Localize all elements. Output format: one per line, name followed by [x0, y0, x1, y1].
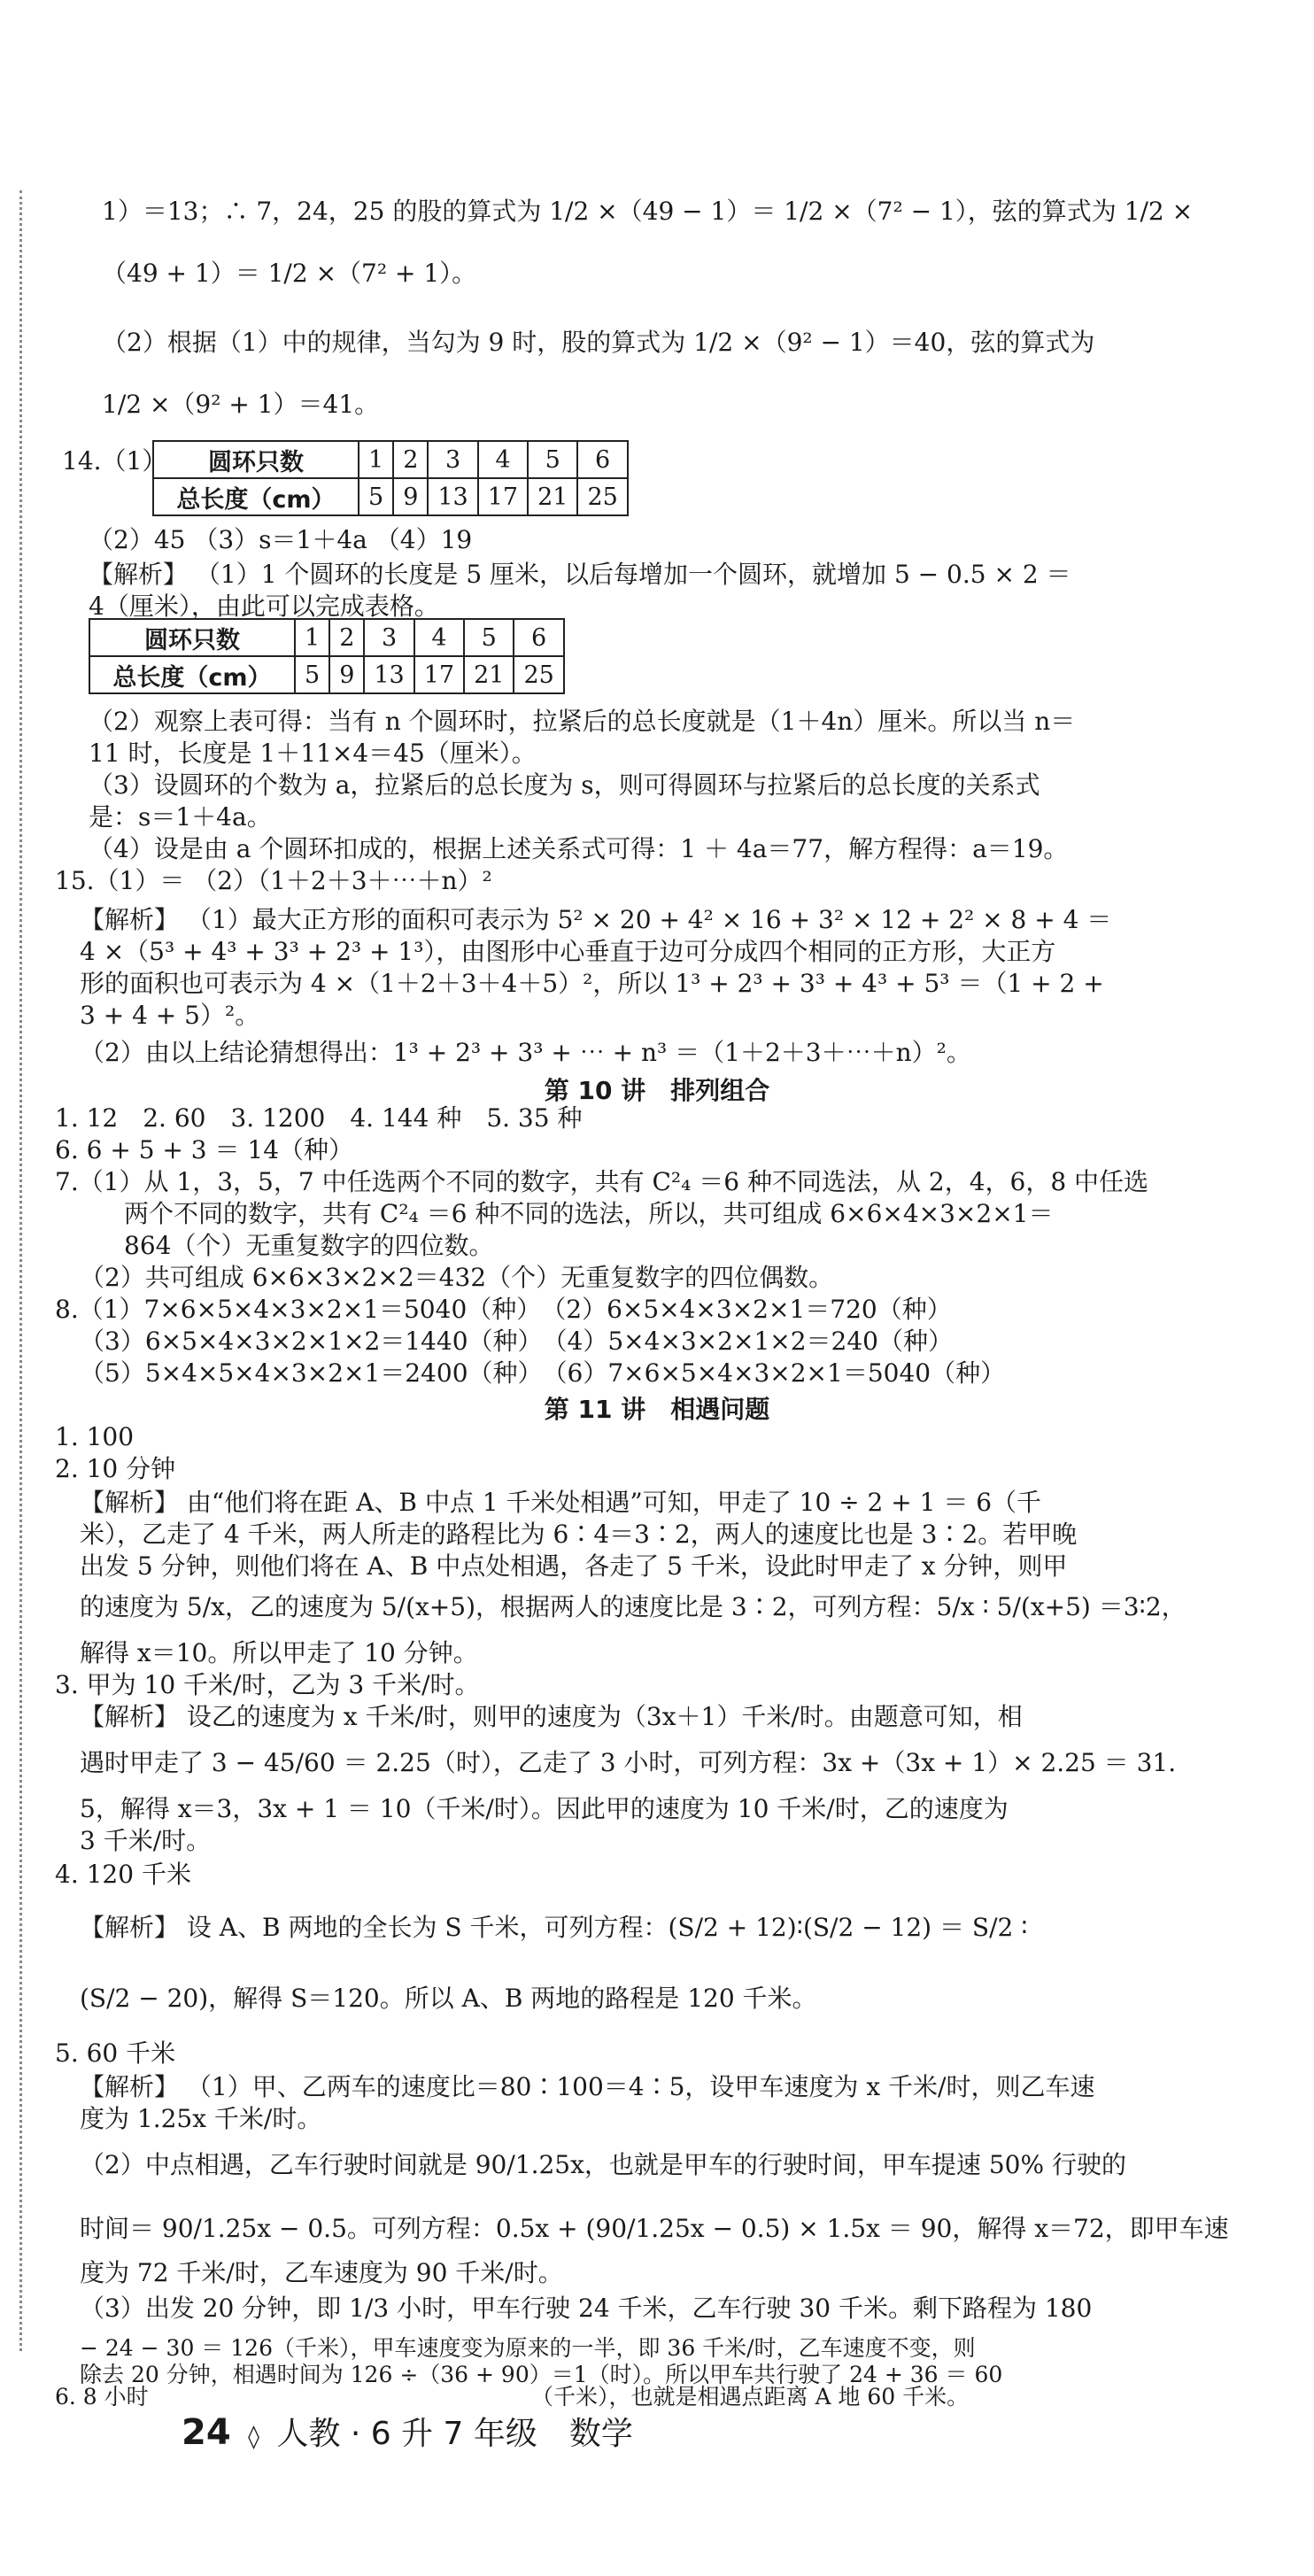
table-header: 总长度（cm） — [153, 478, 359, 515]
text-line: − 24 − 30 ＝ 126（千米），甲车速度变为原来的一半，即 36 千米/时，乙车速度不变，则 — [80, 2335, 976, 2361]
table-cell: 25 — [577, 478, 627, 515]
text-line: 8.（1）7×6×5×4×3×2×1＝5040（种） （2）6×5×4×3×2×1＝720（种） — [55, 1295, 952, 1324]
table-cell: 17 — [414, 656, 464, 693]
table-cell: 6 — [577, 441, 627, 478]
table-cell: 21 — [464, 656, 514, 693]
table-cell: 13 — [364, 656, 414, 693]
text-line: 遇时甲走了 3 − 45/60 ＝ 2.25（时），乙走了 3 小时，可列方程：3x +（3x + 1）× 2.25 ＝ 31. — [80, 1748, 1177, 1777]
text-line: 【解析】 （1）1 个圆环的长度是 5 厘米，以后每增加一个圆环，就增加 5 − 0.5 × 2 ＝ — [89, 560, 1071, 589]
text-line: 【解析】 （1）最大正方形的面积可表示为 5² × 20 + 4² × 16 + 3² × 12 + 2² × 8 + 4 ＝ — [80, 905, 1112, 934]
table-cell: 1 — [295, 619, 329, 656]
table-header: 总长度（cm） — [89, 656, 295, 693]
text-line: （5）5×4×5×4×3×2×1＝2400（种） （6）7×6×5×4×3×2×1＝5040（种） — [80, 1358, 1006, 1388]
table-cell: 9 — [329, 656, 364, 693]
table-cell: 21 — [528, 478, 577, 515]
text-line: （49 + 1）＝ 1/2 ×（7² + 1）。 — [102, 259, 477, 288]
text-line: （2）观察上表可得：当有 n 个圆环时，拉紧后的总长度就是（1＋4n）厘米。所以当 n＝ — [89, 707, 1076, 736]
table-cell: 17 — [478, 478, 528, 515]
text-line: （2）由以上结论猜想得出：1³ + 2³ + 3³ + ⋯ + n³ ＝（1＋2＋3＋⋯＋n）²。 — [80, 1038, 971, 1067]
text-line: 1. 12 2. 60 3. 1200 4. 144 种 5. 35 种 — [55, 1103, 583, 1133]
text-line: (S/2 − 20)，解得 S＝120。所以 A、B 两地的路程是 120 千米。 — [80, 1984, 817, 2013]
table-cell: 2 — [393, 441, 428, 478]
section-title: 第 10 讲 排列组合 — [544, 1076, 770, 1105]
text-line: 度为 72 千米/时，乙车速度为 90 千米/时。 — [80, 2258, 563, 2287]
text-line: 时间＝ 90/1.25x − 0.5。可列方程：0.5x + (90/1.25x − 0.5) × 1.5x ＝ 90，解得 x＝72，即甲车速 — [80, 2214, 1229, 2243]
text-line: 4. 120 千米 — [55, 1860, 191, 1889]
text-line: 3 千米/时。 — [80, 1826, 212, 1855]
text-line: 【解析】 设 A、B 两地的全长为 S 千米，可列方程：(S/2 + 12)∶(S/2 − 12) ＝ S/2 ∶ — [80, 1913, 1028, 1942]
text-line: 2. 10 分钟 — [55, 1454, 176, 1483]
table-cell: 1 — [359, 441, 393, 478]
text-line: （4）设是由 a 个圆环扣成的，根据上述关系式可得：1 ＋ 4a＝77，解方程得：a＝19。 — [89, 834, 1069, 863]
page-number: 24 — [182, 2412, 231, 2453]
text-line: 两个不同的数字，共有 C²₄ ＝6 种不同的选法，所以，共可组成 6×6×4×3×2×1＝ — [124, 1199, 1054, 1228]
table-cell: 5 — [464, 619, 514, 656]
section-title: 第 11 讲 相遇问题 — [544, 1395, 770, 1424]
text-line: 出发 5 分钟，则他们将在 A、B 中点处相遇，各走了 5 千米，设此时甲走了 x 分钟，则甲 — [80, 1551, 1068, 1581]
text-line: （3）设圆环的个数为 a，拉紧后的总长度为 s，则可得圆环与拉紧后的总长度的关系式 — [89, 770, 1040, 800]
table-cell: 3 — [364, 619, 414, 656]
text-line: 除去 20 分钟，相遇时间为 126 ÷（36 + 90）＝1（时）。所以甲车共行驶了 24 + 36 ＝ 60 — [80, 2362, 1003, 2387]
table-cell: 25 — [514, 656, 563, 693]
text-line: 1）＝13；∴ 7，24，25 的股的算式为 1/2 ×（49 − 1）＝ 1/2 ×（7² − 1），弦的算式为 1/2 × — [102, 197, 1194, 226]
page-footer — [182, 2409, 633, 2454]
text-line: 解得 x＝10。所以甲走了 10 分钟。 — [80, 1638, 478, 1667]
text-line: 米），乙走了 4 千米，两人所走的路程比为 6∶4＝3∶2，两人的速度比也是 3∶2。若甲晚 — [80, 1520, 1078, 1549]
text-line: （千米），也就是相遇点距离 A 地 60 千米。 — [531, 2384, 970, 2410]
footer-divider-icon: ◊ — [248, 2424, 259, 2450]
text-line: 5，解得 x＝3，3x + 1 ＝ 10（千米/时）。因此甲的速度为 10 千米/时，乙的速度为 — [80, 1794, 1009, 1823]
text-line: 5. 60 千米 — [55, 2038, 176, 2068]
text-line: （2）45 （3）s＝1＋4a （4）19 — [89, 525, 473, 554]
text-line: 的速度为 5/x，乙的速度为 5/(x+5)，根据两人的速度比是 3∶2，可列方程：5/x ∶ 5/(x+5) ＝3∶2， — [80, 1592, 1186, 1621]
text-line: 4（厘米），由此可以完成表格。 — [89, 592, 439, 621]
text-line: 11 时，长度是 1＋11×4＝45（厘米）。 — [89, 739, 537, 768]
table-cell: 6 — [514, 619, 563, 656]
table-header: 圆环只数 — [89, 619, 295, 656]
text-line: 6. 8 小时 — [55, 2384, 149, 2410]
text-line: （3）出发 20 分钟，即 1/3 小时，甲车行驶 24 千米，乙车行驶 30 千米。剩下路程为 180 — [80, 2294, 1093, 2323]
text-line: 形的面积也可表示为 4 ×（1＋2＋3＋4＋5）²，所以 1³ + 2³ + 3³ + 4³ + 5³ ＝（1 + 2 + — [80, 969, 1104, 998]
text-line: （2）根据（1）中的规律，当勾为 9 时，股的算式为 1/2 ×（9² − 1）＝40，弦的算式为 — [102, 328, 1095, 357]
table-cell: 13 — [428, 478, 477, 515]
table-cell: 5 — [528, 441, 577, 478]
footer-text: 人教 · 6 升 7 年级 数学 — [276, 2416, 633, 2452]
table-cell: 4 — [478, 441, 528, 478]
text-line: 是：s＝1＋4a。 — [89, 802, 272, 832]
text-line: 1/2 ×（9² + 1）＝41。 — [102, 390, 380, 419]
question-number: 15.（1）＝ （2）（1＋2＋3＋⋯＋n）² — [55, 866, 492, 895]
text-line: （3）6×5×4×3×2×1×2＝1440（种） （4）5×4×3×2×1×2＝240（种） — [80, 1327, 953, 1356]
binding-margin — [19, 190, 22, 2351]
table-cell: 5 — [359, 478, 393, 515]
answer-table-1 — [152, 440, 629, 516]
text-line: 【解析】 设乙的速度为 x 千米/时，则甲的速度为（3x＋1）千米/时。由题意可知，相 — [80, 1702, 1023, 1731]
text-line: 3 + 4 + 5）²。 — [80, 1001, 260, 1030]
table-cell: 4 — [414, 619, 464, 656]
table-cell: 5 — [295, 656, 329, 693]
text-line: 度为 1.25x 千米/时。 — [80, 2104, 322, 2133]
text-line: 864（个）无重复数字的四位数。 — [124, 1231, 494, 1260]
text-line: 【解析】 （1）甲、乙两车的速度比＝80∶100＝4∶5，设甲车速度为 x 千米/时，则乙车速 — [80, 2072, 1095, 2101]
question-number: 14.（1） — [62, 446, 167, 476]
text-line: 【解析】 由“他们将在距 A、B 中点 1 千米处相遇”可知，甲走了 10 ÷ 2 + 1 ＝ 6（千 — [80, 1488, 1042, 1517]
table-cell: 9 — [393, 478, 428, 515]
text-line: 6. 6 + 5 + 3 ＝ 14（种） — [55, 1135, 354, 1164]
text-line: 4 ×（5³ + 4³ + 3³ + 2³ + 1³），由图形中心垂直于边可分成四个相同的正方形，大正方 — [80, 937, 1056, 966]
text-line: （2）中点相遇，乙车行驶时间就是 90/1.25x，也就是甲车的行驶时间，甲车提速 50% 行驶的 — [80, 2150, 1126, 2179]
table-cell: 2 — [329, 619, 364, 656]
table-cell: 3 — [428, 441, 477, 478]
table-header: 圆环只数 — [153, 441, 359, 478]
text-line: 3. 甲为 10 千米/时，乙为 3 千米/时。 — [55, 1670, 480, 1699]
text-line: 7.（1）从 1，3，5，7 中任选两个不同的数字，共有 C²₄ ＝6 种不同选法，从 2，4，6，8 中任选 — [55, 1167, 1149, 1196]
text-line: （2）共可组成 6×6×3×2×2＝432（个）无重复数字的四位偶数。 — [80, 1263, 834, 1292]
text-line: 1. 100 — [55, 1422, 135, 1451]
answer-table-2 — [89, 618, 565, 694]
